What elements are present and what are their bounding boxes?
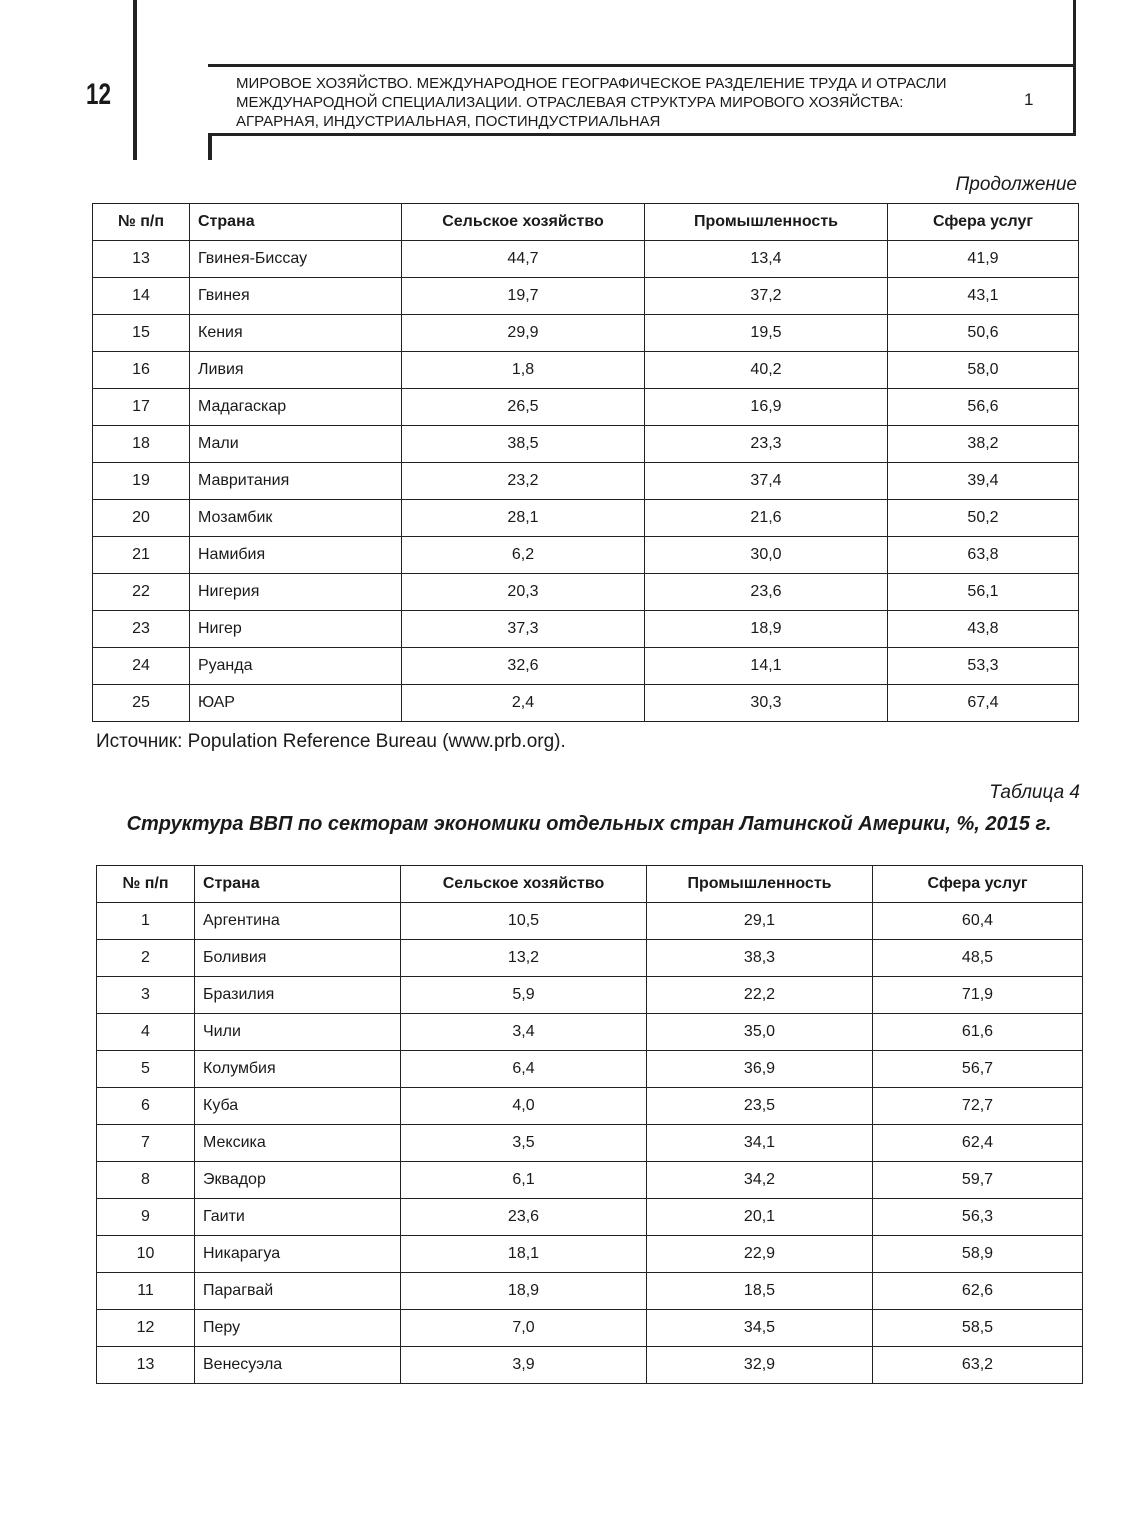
cell-country: Гвинея-Биссау <box>190 241 402 278</box>
cell-num: 5 <box>97 1051 195 1088</box>
cell-agriculture: 20,3 <box>402 574 645 611</box>
cell-industry: 23,3 <box>645 426 888 463</box>
table-row <box>93 500 1079 537</box>
cell-services: 56,1 <box>888 574 1079 611</box>
cell-num: 21 <box>93 537 190 574</box>
cell-industry: 16,9 <box>645 389 888 426</box>
cell-services: 58,0 <box>888 352 1079 389</box>
cell-num: 9 <box>97 1199 195 1236</box>
table-label: Таблица 4 <box>989 782 1080 803</box>
cell-num: 8 <box>97 1162 195 1199</box>
cell-agriculture: 10,5 <box>401 903 647 940</box>
source-note: Источник: Population Reference Bureau (www.prb.org). <box>96 731 566 752</box>
cell-num: 13 <box>97 1347 195 1384</box>
cell-country: Эквадор <box>195 1162 401 1199</box>
table-row <box>93 463 1079 500</box>
cell-country: Чили <box>195 1014 401 1051</box>
cell-industry: 36,9 <box>647 1051 873 1088</box>
cell-num: 10 <box>97 1236 195 1273</box>
cell-industry: 37,2 <box>645 278 888 315</box>
cell-country: Мавритания <box>190 463 402 500</box>
cell-num: 4 <box>97 1014 195 1051</box>
africa-gdp-table <box>92 203 1079 722</box>
table-row <box>97 940 1083 977</box>
table-row <box>97 1088 1083 1125</box>
cell-country: Парагвай <box>195 1273 401 1310</box>
cell-agriculture: 23,6 <box>401 1199 647 1236</box>
table-row <box>97 1273 1083 1310</box>
table-row <box>97 1014 1083 1051</box>
cell-country: Мозамбик <box>190 500 402 537</box>
cell-industry: 21,6 <box>645 500 888 537</box>
cell-country: Венесуэла <box>195 1347 401 1384</box>
cell-industry: 20,1 <box>647 1199 873 1236</box>
cell-country: Нигерия <box>190 574 402 611</box>
cell-services: 62,6 <box>873 1273 1083 1310</box>
cell-num: 14 <box>93 278 190 315</box>
cell-services: 56,7 <box>873 1051 1083 1088</box>
table-row <box>97 1162 1083 1199</box>
cell-industry: 18,9 <box>645 611 888 648</box>
cell-services: 61,6 <box>873 1014 1083 1051</box>
cell-agriculture: 26,5 <box>402 389 645 426</box>
cell-num: 3 <box>97 977 195 1014</box>
cell-services: 71,9 <box>873 977 1083 1014</box>
cell-agriculture: 1,8 <box>402 352 645 389</box>
cell-num: 13 <box>93 241 190 278</box>
cell-industry: 32,9 <box>647 1347 873 1384</box>
col-header-num: № п/п <box>93 204 190 241</box>
table-row <box>97 977 1083 1014</box>
cell-agriculture: 2,4 <box>402 685 645 722</box>
cell-industry: 14,1 <box>645 648 888 685</box>
cell-country: Мадагаскар <box>190 389 402 426</box>
cell-services: 67,4 <box>888 685 1079 722</box>
chapter-number: 1 <box>1024 90 1034 109</box>
cell-industry: 35,0 <box>647 1014 873 1051</box>
cell-agriculture: 5,9 <box>401 977 647 1014</box>
cell-industry: 30,3 <box>645 685 888 722</box>
cell-country: Гвинея <box>190 278 402 315</box>
cell-industry: 34,1 <box>647 1125 873 1162</box>
table-row <box>97 1347 1083 1384</box>
table-header-row <box>97 866 1083 903</box>
cell-industry: 22,9 <box>647 1236 873 1273</box>
cell-services: 39,4 <box>888 463 1079 500</box>
page-number: 12 <box>86 78 112 111</box>
table-row <box>97 1125 1083 1162</box>
cell-industry: 40,2 <box>645 352 888 389</box>
cell-country: Гаити <box>195 1199 401 1236</box>
margin-rule <box>133 0 137 160</box>
table-row <box>93 685 1079 722</box>
table-row <box>93 278 1079 315</box>
col-header-agriculture: Сельское хозяйство <box>402 204 645 241</box>
latin-america-gdp-table <box>96 865 1083 1384</box>
col-header-agriculture: Сельское хозяйство <box>401 866 647 903</box>
cell-num: 16 <box>93 352 190 389</box>
col-header-industry: Промышленность <box>645 204 888 241</box>
cell-agriculture: 3,4 <box>401 1014 647 1051</box>
cell-services: 50,2 <box>888 500 1079 537</box>
cell-industry: 22,2 <box>647 977 873 1014</box>
cell-num: 1 <box>97 903 195 940</box>
cell-services: 63,2 <box>873 1347 1083 1384</box>
cell-country: Руанда <box>190 648 402 685</box>
running-header-title: МИРОВОЕ ХОЗЯЙСТВО. МЕЖДУНАРОДНОЕ ГЕОГРАФИЧЕСКОЕ РАЗДЕЛЕНИЕ ТРУДА И ОТРАСЛИ МЕЖДУНАРОДНОЙ СПЕЦИАЛИЗАЦИИ. ОТРАСЛЕВАЯ СТРУКТУРА МИРОВОГО ХОЗЯЙСТВА: АГРАРНАЯ, ИНДУСТРИАЛЬНАЯ, ПОСТИНДУСТРИАЛЬНАЯ <box>236 75 947 130</box>
cell-num: 18 <box>93 426 190 463</box>
table-row <box>97 1051 1083 1088</box>
cell-num: 7 <box>97 1125 195 1162</box>
cell-services: 58,5 <box>873 1310 1083 1347</box>
cell-num: 22 <box>93 574 190 611</box>
cell-agriculture: 6,2 <box>402 537 645 574</box>
cell-services: 43,1 <box>888 278 1079 315</box>
cell-country: ЮАР <box>190 685 402 722</box>
cell-country: Боливия <box>195 940 401 977</box>
cell-num: 24 <box>93 648 190 685</box>
table-row <box>93 389 1079 426</box>
cell-agriculture: 28,1 <box>402 500 645 537</box>
cell-num: 2 <box>97 940 195 977</box>
cell-country: Перу <box>195 1310 401 1347</box>
cell-country: Куба <box>195 1088 401 1125</box>
cell-services: 62,4 <box>873 1125 1083 1162</box>
table-row <box>93 426 1079 463</box>
cell-agriculture: 19,7 <box>402 278 645 315</box>
cell-agriculture: 32,6 <box>402 648 645 685</box>
table-row <box>97 903 1083 940</box>
cell-num: 6 <box>97 1088 195 1125</box>
cell-industry: 34,5 <box>647 1310 873 1347</box>
col-header-country: Страна <box>195 866 401 903</box>
cell-num: 15 <box>93 315 190 352</box>
cell-agriculture: 6,4 <box>401 1051 647 1088</box>
cell-services: 48,5 <box>873 940 1083 977</box>
cell-industry: 18,5 <box>647 1273 873 1310</box>
cell-num: 20 <box>93 500 190 537</box>
cell-country: Никарагуа <box>195 1236 401 1273</box>
table-title: Структура ВВП по секторам экономики отдельных стран Латинской Америки, %, 2015 г. <box>126 813 1052 835</box>
cell-num: 11 <box>97 1273 195 1310</box>
table-row <box>93 537 1079 574</box>
cell-services: 56,3 <box>873 1199 1083 1236</box>
cell-services: 56,6 <box>888 389 1079 426</box>
cell-industry: 29,1 <box>647 903 873 940</box>
cell-agriculture: 4,0 <box>401 1088 647 1125</box>
cell-industry: 23,6 <box>645 574 888 611</box>
col-header-num: № п/п <box>97 866 195 903</box>
cell-industry: 19,5 <box>645 315 888 352</box>
cell-industry: 37,4 <box>645 463 888 500</box>
cell-country: Мали <box>190 426 402 463</box>
cell-agriculture: 38,5 <box>402 426 645 463</box>
table-header-row <box>93 204 1079 241</box>
cell-country: Нигер <box>190 611 402 648</box>
cell-num: 17 <box>93 389 190 426</box>
cell-services: 43,8 <box>888 611 1079 648</box>
cell-country: Мексика <box>195 1125 401 1162</box>
cell-services: 38,2 <box>888 426 1079 463</box>
cell-agriculture: 29,9 <box>402 315 645 352</box>
cell-country: Ливия <box>190 352 402 389</box>
cell-country: Кения <box>190 315 402 352</box>
cell-agriculture: 44,7 <box>402 241 645 278</box>
table-row <box>93 611 1079 648</box>
cell-country: Аргентина <box>195 903 401 940</box>
col-header-industry: Промышленность <box>647 866 873 903</box>
cell-services: 41,9 <box>888 241 1079 278</box>
cell-services: 63,8 <box>888 537 1079 574</box>
cell-agriculture: 7,0 <box>401 1310 647 1347</box>
table-row <box>93 574 1079 611</box>
top-rule <box>1073 0 1076 66</box>
cell-num: 25 <box>93 685 190 722</box>
cell-industry: 30,0 <box>645 537 888 574</box>
cell-country: Колумбия <box>195 1051 401 1088</box>
cell-agriculture: 13,2 <box>401 940 647 977</box>
table-row <box>93 352 1079 389</box>
cell-agriculture: 3,5 <box>401 1125 647 1162</box>
running-header-stub <box>208 134 212 160</box>
cell-agriculture: 18,1 <box>401 1236 647 1273</box>
cell-num: 12 <box>97 1310 195 1347</box>
table-row <box>93 315 1079 352</box>
cell-services: 60,4 <box>873 903 1083 940</box>
cell-services: 53,3 <box>888 648 1079 685</box>
cell-services: 50,6 <box>888 315 1079 352</box>
col-header-services: Сфера услуг <box>888 204 1079 241</box>
cell-agriculture: 3,9 <box>401 1347 647 1384</box>
cell-agriculture: 18,9 <box>401 1273 647 1310</box>
table-row <box>93 648 1079 685</box>
table-row <box>97 1199 1083 1236</box>
cell-services: 72,7 <box>873 1088 1083 1125</box>
col-header-services: Сфера услуг <box>873 866 1083 903</box>
cell-country: Намибия <box>190 537 402 574</box>
continuation-label: Продолжение <box>955 174 1077 195</box>
table-row <box>93 241 1079 278</box>
cell-num: 23 <box>93 611 190 648</box>
col-header-country: Страна <box>190 204 402 241</box>
cell-country: Бразилия <box>195 977 401 1014</box>
cell-services: 59,7 <box>873 1162 1083 1199</box>
cell-industry: 23,5 <box>647 1088 873 1125</box>
cell-agriculture: 37,3 <box>402 611 645 648</box>
cell-agriculture: 6,1 <box>401 1162 647 1199</box>
cell-industry: 13,4 <box>645 241 888 278</box>
table-row <box>97 1310 1083 1347</box>
cell-industry: 34,2 <box>647 1162 873 1199</box>
table-row <box>97 1236 1083 1273</box>
cell-services: 58,9 <box>873 1236 1083 1273</box>
cell-industry: 38,3 <box>647 940 873 977</box>
cell-agriculture: 23,2 <box>402 463 645 500</box>
cell-num: 19 <box>93 463 190 500</box>
